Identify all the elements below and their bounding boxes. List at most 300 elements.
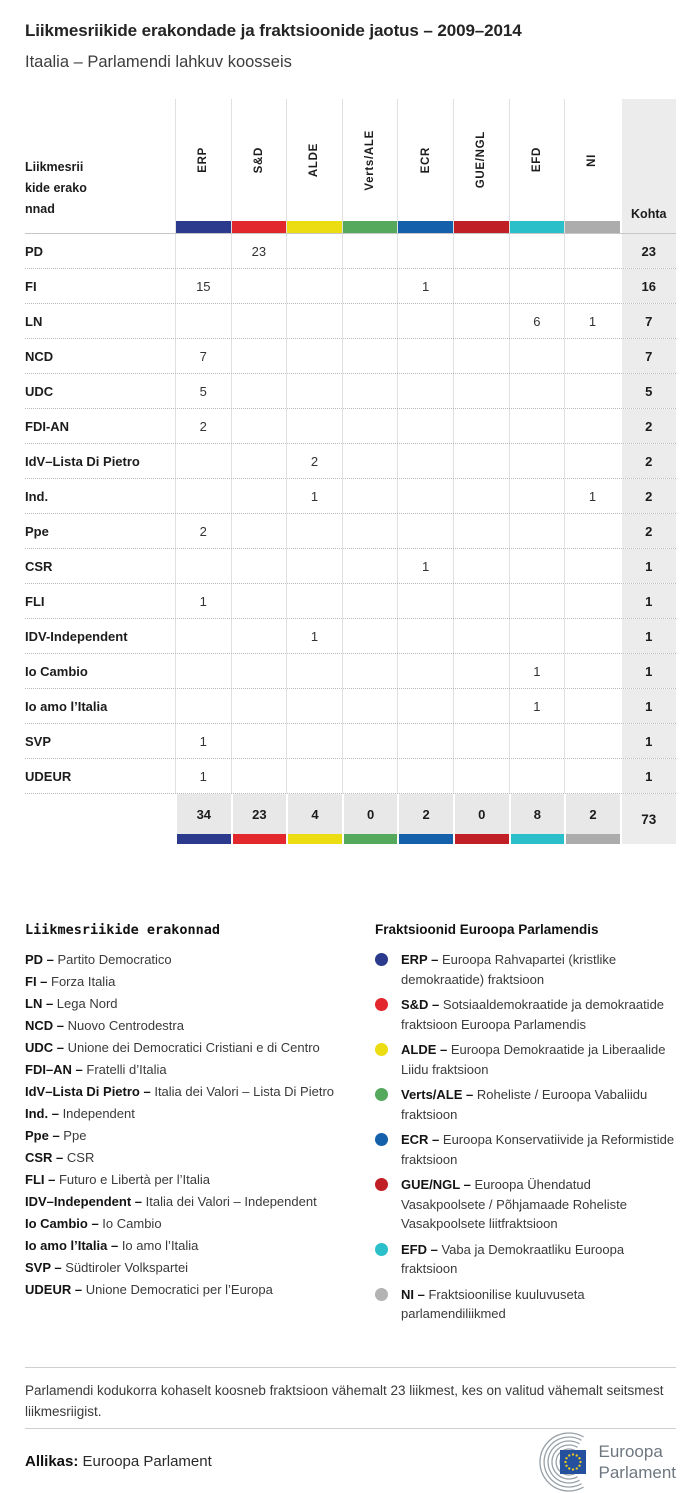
european-parliament-logo (529, 1433, 676, 1491)
cell-value (453, 234, 509, 268)
cell-value (509, 234, 565, 268)
cell-value (397, 514, 453, 548)
row-label-cell (25, 759, 175, 793)
legend-party-item (25, 1081, 375, 1103)
party-name: Io Cambio (102, 1216, 162, 1231)
cell-value (175, 234, 231, 268)
cell-value (342, 759, 398, 793)
legend-party-item (25, 1125, 375, 1147)
table-row (25, 514, 676, 549)
row-label-cell (25, 304, 175, 338)
cell-value (453, 689, 509, 723)
group-desc: Euroopa Konservatiivide ja Reformistide fraktsioon (401, 1132, 675, 1167)
row-label: Io Cambio (25, 663, 88, 679)
row-label-cell (25, 339, 175, 373)
group-column-headers (175, 99, 620, 233)
group-abbr: ECR – (401, 1132, 443, 1147)
group-color-bar (287, 221, 342, 233)
eu-star-icon (565, 1464, 567, 1466)
cell-value (175, 304, 231, 338)
legend-group-item (375, 1085, 676, 1124)
party-name: CSR (66, 1150, 95, 1165)
page-title: Liikmesriikide erakondade ja fraktsioonide jaotus – 2009–2014 (25, 21, 522, 40)
row-total: 1 (620, 549, 676, 583)
legend-group-item (375, 1285, 676, 1324)
eu-star-icon (578, 1464, 580, 1466)
row-total: 2 (620, 479, 676, 513)
cell-value (286, 339, 342, 373)
group-color-bar (510, 221, 565, 233)
cell-value: 6 (509, 304, 565, 338)
cell-value: 1 (564, 479, 620, 513)
cell-value (231, 584, 287, 618)
cell-value (397, 409, 453, 443)
party-name: Partito Democratico (57, 952, 172, 967)
party-name: Italia dei Valori – Independent (145, 1194, 317, 1209)
group-color-bar (344, 834, 398, 844)
row-label-cell (25, 549, 175, 583)
cell-value (286, 409, 342, 443)
cell-value (286, 584, 342, 618)
cell-value (342, 619, 398, 653)
column-total: 4 (288, 794, 342, 834)
cell-value: 2 (286, 444, 342, 478)
column-total: 34 (177, 794, 231, 834)
legend-parties-list (25, 949, 375, 1301)
cell-value (397, 304, 453, 338)
cell-value (564, 339, 620, 373)
row-label: IdV–Lista Di Pietro (25, 453, 140, 469)
group-color-bar (511, 834, 565, 844)
legend-groups-list (375, 950, 676, 1324)
cell-value (564, 514, 620, 548)
logo-text (599, 1441, 676, 1483)
cell-value (342, 304, 398, 338)
column-header-label: GUE/NGL (475, 131, 488, 189)
legend-group-text (401, 1130, 676, 1169)
legend-parties (25, 922, 375, 1330)
cell-value (342, 514, 398, 548)
row-label: UDEUR (25, 768, 72, 784)
cell-value: 2 (175, 514, 231, 548)
group-color-bar (398, 221, 453, 233)
party-name: Nuovo Centrodestra (67, 1018, 184, 1033)
cell-value (564, 619, 620, 653)
table-row (25, 269, 676, 304)
cell-value (509, 339, 565, 373)
ni-color-dot-icon (375, 1288, 388, 1301)
cell-value (509, 479, 565, 513)
group-color-bar (399, 834, 453, 844)
cell-value (397, 689, 453, 723)
party-name: Io amo l’Italia (121, 1238, 199, 1253)
cell-value (231, 409, 287, 443)
table-row (25, 654, 676, 689)
column-header-ni (564, 99, 620, 233)
cell-value: 2 (175, 409, 231, 443)
legend-group-text (401, 995, 676, 1034)
cell-value (397, 374, 453, 408)
row-header-label: Liikmesriikide erakonnad (25, 160, 87, 216)
row-total: 1 (620, 689, 676, 723)
party-name: Unione dei Democratici Cristiani e di Centro (67, 1040, 320, 1055)
cell-value (453, 409, 509, 443)
column-total: 0 (344, 794, 398, 834)
cell-value (342, 374, 398, 408)
row-total: 2 (620, 409, 676, 443)
cell-value: 1 (397, 549, 453, 583)
cell-value (453, 374, 509, 408)
table-row (25, 409, 676, 444)
row-total: 7 (620, 304, 676, 338)
row-label-cell (25, 584, 175, 618)
column-header-efd (509, 99, 565, 233)
row-label-cell (25, 234, 175, 268)
row-label-cell (25, 409, 175, 443)
row-label-cell (25, 689, 175, 723)
table-row (25, 759, 676, 794)
cell-value (231, 339, 287, 373)
row-label: LN (25, 313, 43, 329)
cell-value (509, 759, 565, 793)
party-abbr: FDI–AN – (25, 1062, 87, 1077)
row-label: Io amo l’Italia (25, 698, 108, 714)
cell-value (286, 304, 342, 338)
legend-party-item (25, 949, 375, 971)
row-label-cell (25, 514, 175, 548)
eu-star-icon (568, 1454, 570, 1456)
group-abbr: EFD – (401, 1241, 442, 1257)
legend-party-item (25, 1235, 375, 1257)
table-header-row (25, 99, 676, 234)
cell-value (231, 549, 287, 583)
column-header-label: Verts/ALE (364, 129, 377, 191)
row-label: UDC (25, 383, 54, 399)
legend-group-text (401, 1240, 676, 1279)
cell-value (231, 689, 287, 723)
eu-star-icon (571, 1468, 573, 1470)
column-header-erp (175, 99, 231, 233)
cell-value (342, 234, 398, 268)
column-total-cell (564, 794, 620, 844)
party-name: Futuro e Libertà per l’Italia (58, 1172, 210, 1187)
cell-value (342, 584, 398, 618)
cell-value (231, 759, 287, 793)
cell-value (564, 759, 620, 793)
group-desc: Roheliste / Euroopa Vabaliidu fraktsioon (401, 1087, 648, 1122)
party-name: Forza Italia (51, 974, 116, 989)
cell-value (564, 654, 620, 688)
row-label-cell (25, 444, 175, 478)
party-abbr: IdV–Lista Di Pietro – (25, 1084, 155, 1099)
table-row (25, 479, 676, 514)
column-header-label: S&D (252, 146, 265, 174)
group-desc: Sotsiaaldemokraatide ja demokraatide fraktsioon Euroopa Parlamendis (401, 997, 665, 1032)
cell-value (342, 479, 398, 513)
column-header-label: EFD (530, 147, 543, 173)
cell-value (564, 549, 620, 583)
column-total-cell (342, 794, 398, 844)
group-color-bar (566, 834, 620, 844)
cell-value (286, 689, 342, 723)
table-row (25, 304, 676, 339)
cell-value (453, 269, 509, 303)
cell-value (453, 339, 509, 373)
totals-spacer (25, 794, 175, 844)
cell-value (231, 374, 287, 408)
s-d-color-dot-icon (375, 998, 388, 1011)
cell-value (397, 339, 453, 373)
group-abbr: NI – (401, 1286, 429, 1302)
group-color-bar (232, 221, 287, 233)
cell-value (231, 619, 287, 653)
cell-value (564, 269, 620, 303)
eu-star-icon (565, 1457, 567, 1459)
row-label: FI (25, 278, 37, 294)
cell-value (564, 584, 620, 618)
grand-total: 73 (620, 794, 676, 844)
column-header-alde (286, 99, 342, 233)
gue-ngl-color-dot-icon (375, 1178, 388, 1191)
legend-party-item (25, 971, 375, 993)
legend-group-item (375, 1240, 676, 1279)
column-total-cell (397, 794, 453, 844)
erp-color-dot-icon (375, 953, 388, 966)
cell-value (175, 479, 231, 513)
legend-party-item (25, 1037, 375, 1059)
cell-value (286, 549, 342, 583)
group-desc: Vaba ja Demokraatliku Euroopa fraktsioon (401, 1241, 625, 1276)
logo-text-line2: Parlament (598, 1462, 676, 1482)
group-abbr: ALDE – (401, 1042, 451, 1057)
logo-text-line1: Euroopa (598, 1441, 663, 1461)
cell-value (342, 269, 398, 303)
row-total: 1 (620, 619, 676, 653)
legend-party-item (25, 1059, 375, 1081)
cell-value (509, 619, 565, 653)
cell-value: 1 (397, 269, 453, 303)
page-subtitle: Itaalia – Parlamendi lahkuv koosseis (25, 53, 292, 71)
hemicycle-icon (529, 1433, 591, 1491)
cell-value (564, 724, 620, 758)
party-abbr: UDC – (25, 1040, 68, 1055)
cell-value (453, 759, 509, 793)
eu-star-icon (575, 1467, 577, 1469)
cell-value (286, 759, 342, 793)
legend-group-item (375, 1130, 676, 1169)
legend-group-item (375, 995, 676, 1034)
row-total: 2 (620, 514, 676, 548)
column-total-cell (453, 794, 509, 844)
cell-value: 7 (175, 339, 231, 373)
cell-value: 1 (564, 304, 620, 338)
group-abbr: GUE/NGL – (401, 1177, 475, 1192)
cell-value (564, 234, 620, 268)
source-value: Euroopa Parlament (82, 1453, 212, 1470)
cell-value (453, 584, 509, 618)
eu-star-icon (564, 1460, 566, 1462)
eu-star-icon (575, 1454, 577, 1456)
column-header-verts-ale (342, 99, 398, 233)
legend-party-item (25, 1015, 375, 1037)
row-label-cell (25, 479, 175, 513)
legend-group-item (375, 1175, 676, 1234)
column-header-s-d (231, 99, 287, 233)
column-total-cell (286, 794, 342, 844)
legend-group-item (375, 1040, 676, 1079)
party-abbr: FLI – (25, 1172, 59, 1187)
group-abbr: S&D – (401, 997, 443, 1012)
cell-value (175, 444, 231, 478)
party-name: Independent (62, 1106, 135, 1121)
cell-value (231, 304, 287, 338)
cell-value (175, 654, 231, 688)
cell-value (453, 619, 509, 653)
column-header-label: NI (586, 153, 599, 167)
cell-value (175, 549, 231, 583)
column-total: 2 (566, 794, 620, 834)
row-total: 2 (620, 444, 676, 478)
cell-value (397, 619, 453, 653)
totals-row (25, 794, 676, 844)
eu-star-icon (571, 1453, 573, 1455)
party-abbr: LN – (25, 996, 57, 1011)
legend-group-item (375, 950, 676, 989)
row-header-cell (25, 99, 175, 233)
cell-value (509, 724, 565, 758)
column-header-gue-ngl (453, 99, 509, 233)
cell-value (342, 654, 398, 688)
eu-star-icon (568, 1467, 570, 1469)
cell-value: 1 (286, 479, 342, 513)
cell-value (175, 689, 231, 723)
row-label: FDI-AN (25, 418, 70, 434)
table-row (25, 444, 676, 479)
efd-color-dot-icon (375, 1243, 388, 1256)
party-abbr: CSR – (25, 1150, 67, 1165)
table-row (25, 619, 676, 654)
verts-ale-color-dot-icon (375, 1088, 388, 1101)
cell-value (231, 724, 287, 758)
party-name: Fratelli d’Italia (86, 1062, 167, 1077)
group-color-bar (343, 221, 398, 233)
row-total: 16 (620, 269, 676, 303)
row-label: PD (25, 243, 44, 259)
group-desc: Fraktsioonilise kuuluvuseta parlamendiliikmed (401, 1286, 585, 1321)
cell-value (453, 479, 509, 513)
column-total: 8 (511, 794, 565, 834)
cell-value (509, 269, 565, 303)
cell-value (342, 444, 398, 478)
ecr-color-dot-icon (375, 1133, 388, 1146)
legend-group-text (401, 950, 676, 989)
cell-value (509, 514, 565, 548)
legend-parties-heading: Liikmesriikide erakonnad (25, 922, 221, 938)
party-name: Unione Democratici per l’Europa (85, 1282, 273, 1297)
alde-color-dot-icon (375, 1043, 388, 1056)
cell-value (231, 269, 287, 303)
legend-party-item (25, 1213, 375, 1235)
source-line (25, 1453, 212, 1470)
table-row (25, 374, 676, 409)
cell-value (286, 654, 342, 688)
row-label-cell (25, 654, 175, 688)
eu-star-icon (578, 1457, 580, 1459)
group-desc: Euroopa Ühendatud Vasakpoolsete / Põhjamaade Roheliste Vasakpoolsete liitfraktsioon (401, 1177, 627, 1231)
cell-value (397, 479, 453, 513)
group-color-bar (565, 221, 620, 233)
row-total: 5 (620, 374, 676, 408)
party-abbr: UDEUR – (25, 1282, 86, 1297)
total-column-header: Kohta (620, 99, 676, 233)
table-row (25, 584, 676, 619)
cell-value (342, 339, 398, 373)
cell-value (175, 619, 231, 653)
party-name: Südtiroler Volkspartei (65, 1260, 189, 1275)
party-abbr: Ppe – (25, 1128, 64, 1143)
column-total: 0 (455, 794, 509, 834)
cell-value (397, 759, 453, 793)
cell-value (397, 444, 453, 478)
footer (25, 1431, 676, 1493)
column-total-cell (509, 794, 565, 844)
cell-value (231, 479, 287, 513)
cell-value: 1 (509, 654, 565, 688)
cell-value: 1 (509, 689, 565, 723)
cell-value (342, 409, 398, 443)
group-color-bar (455, 834, 509, 844)
party-abbr: NCD – (25, 1018, 68, 1033)
legend-group-text (401, 1175, 676, 1234)
legend-party-item (25, 1147, 375, 1169)
column-header-label: ALDE (308, 142, 321, 178)
row-label: CSR (25, 558, 53, 574)
legend-groups-heading: Fraktsioonid Euroopa Parlamendis (375, 922, 599, 937)
cell-value (453, 444, 509, 478)
cell-value (231, 654, 287, 688)
cell-value (564, 444, 620, 478)
cell-value (453, 304, 509, 338)
row-label-cell (25, 374, 175, 408)
cell-value: 1 (286, 619, 342, 653)
cell-value (509, 374, 565, 408)
column-total-cell (175, 794, 231, 844)
party-abbr: Io amo l’Italia – (25, 1238, 122, 1253)
party-abbr: SVP – (25, 1260, 66, 1275)
legend-party-item (25, 1169, 375, 1191)
group-color-bar (454, 221, 509, 233)
cell-value (453, 654, 509, 688)
party-abbr: PD – (25, 952, 58, 967)
column-header-label: ERP (197, 147, 210, 173)
row-total: 7 (620, 339, 676, 373)
cell-value: 1 (175, 724, 231, 758)
legend-group-text (401, 1285, 676, 1324)
row-label-cell (25, 724, 175, 758)
cell-value (397, 234, 453, 268)
cell-value (231, 514, 287, 548)
cell-value (564, 689, 620, 723)
group-abbr: Verts/ALE – (401, 1087, 477, 1102)
cell-value (397, 584, 453, 618)
row-total: 1 (620, 724, 676, 758)
legend-party-item (25, 1257, 375, 1279)
cell-value (453, 514, 509, 548)
legend-party-item (25, 1191, 375, 1213)
cell-value (286, 514, 342, 548)
party-name: Italia dei Valori – Lista Di Pietro (154, 1084, 335, 1099)
group-desc: Euroopa Demokraatide ja Liberaalide Liidu fraktsioon (401, 1042, 666, 1077)
